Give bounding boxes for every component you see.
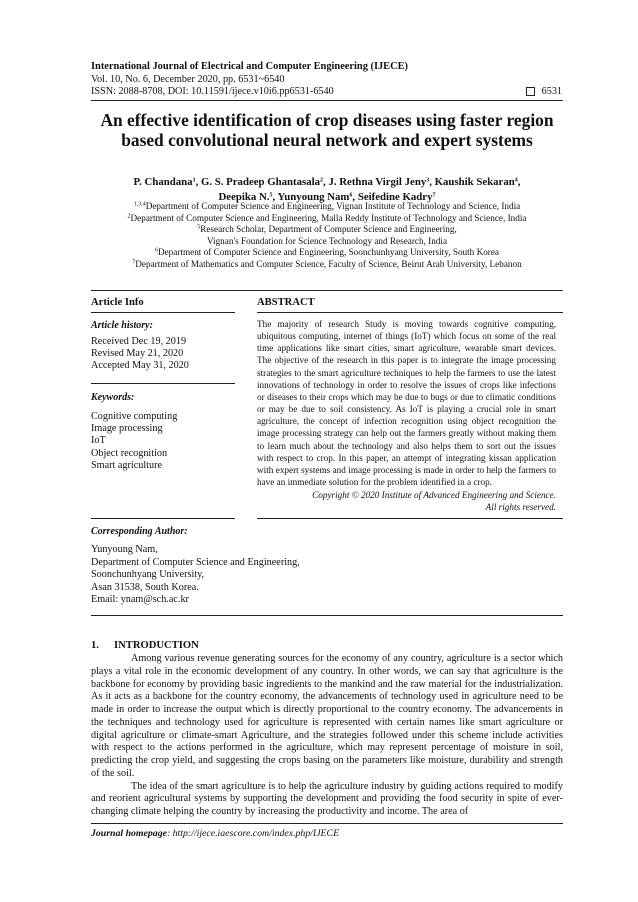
author-list: P. Chandana$^1$, G. S. Pradeep Ghantasala$^2$, J. Rethna Virgil Jeny$^3$, Kaushik Sekaran$^4$, Deepika N.$^5$, Yunyoung Nam$^6$, Seifedine Kadry$^7$ (133, 176, 521, 203)
author-name: Seifedine Kadry (357, 191, 433, 203)
journal-name: International Journal of Electrical and Computer Engineering (IJECE) (91, 61, 409, 72)
history-item: Revised May 21, 2020 (91, 348, 184, 360)
corresponding-line: Yunyoung Nam, (91, 544, 158, 555)
journal-issn: ISSN: 2088-8708, DOI: 10.11591/ijece.v10i6.pp6531-6540 (91, 86, 334, 97)
keywords-heading: Keywords: (91, 392, 135, 403)
page-number: 6531 (541, 86, 562, 97)
author-name: Deepika N. (218, 191, 270, 203)
author-name: G. S. Pradeep Ghantasala (200, 176, 321, 188)
corresponding-details (91, 544, 300, 607)
body-paragraph: Among various revenue generating sources for the economy of any country, agriculture is a sector which plays a vital role in the economic development of any country. In other words, we can say that agriculture is the backbone for economy by providing basic ingredients to the mankind and the raw material for the industrialization. As it acts as a backbone for the country economy, the advancements of technology used in agriculture need to be made in order to increase the output which is directly proportional to the country economy. The advancements in the techniques and technology used for agriculture is represented with certain names like smart agriculture or digital agriculture or climate-smart Agriculture, and the strategies followed under this scheme include activities with respect to the actions performed in the agriculture, which may represent percentage of moisture in soil, predicting the crop yield, and suggesting the crops basing on the parameters like moisture, durability and strength of the soil. (91, 653, 563, 779)
section-title: INTRODUCTION (114, 640, 199, 651)
author-name: P. Chandana (133, 176, 193, 188)
affiliation-line: $^7$Department of Mathematics and Computer Science, Faculty of Science, Beirut Arab University, Lebanon (132, 258, 522, 269)
history-heading: Article history: (91, 320, 153, 331)
corresponding-line: Asan 31538, South Korea. (91, 581, 199, 593)
history-rule (91, 383, 235, 384)
author-sup: 1 (192, 177, 196, 184)
author-sup: 6 (349, 192, 353, 199)
body-paragraph: The idea of the smart agriculture is to help the agriculture industry by guiding actions required to modify and reorient agricultural systems by supporting the development and providing the food security in spite of ever-changing climate helping the country by increasing the productivity and income. The area of (91, 780, 563, 817)
keyword-item: Smart agriculture (91, 459, 163, 471)
copyright-notice: Copyright © 2020 Institute of Advanced Engineering and Science. All rights reserved. (312, 490, 556, 512)
square-bullet-icon (526, 87, 535, 96)
author-sup: 3 (426, 177, 430, 184)
title-line: An effective identification of crop diseases using faster region (100, 110, 554, 130)
journal-volume: Vol. 10, No. 6, December 2020, pp. 6531~6540 (91, 74, 285, 85)
author-sup: 2 (320, 177, 324, 184)
affiliation-line: $^5$Research Scholar, Department of Computer Science and Engineering, (197, 224, 457, 235)
author-name: J. Rethna Virgil Jeny (328, 176, 427, 188)
affiliation-line: $^2$Department of Computer Science and Engineering, Malla Reddy Institute of Technology and Science, India (127, 212, 527, 223)
info-sub-rule (91, 312, 235, 313)
keyword-list (91, 411, 177, 472)
affiliation-list (91, 201, 563, 271)
section-number: 1. (91, 640, 99, 651)
author-name: Yunyoung Nam (277, 191, 350, 203)
corresponding-heading: Corresponding Author: (91, 526, 188, 537)
abstract-bottom-rule (257, 518, 563, 519)
abstract-heading: ABSTRACT (257, 297, 315, 308)
affiliation-line: Vignan's Foundation for Science Technology and Research, India (206, 235, 448, 246)
article-info-heading: Article Info (91, 297, 144, 308)
history-item: Received Dec 19, 2019 (91, 336, 187, 347)
history-list (91, 336, 189, 373)
introduction-heading (91, 640, 199, 651)
introduction-body (91, 653, 563, 819)
info-bottom-rule (91, 518, 235, 519)
corresponding-line: Department of Computer Science and Engineering, (91, 556, 300, 568)
homepage-url[interactable]: : http://ijece.iaescore.com/index.php/IJECE (166, 828, 340, 839)
homepage-label: Journal homepage (91, 828, 167, 839)
author-sup: 7 (432, 192, 436, 199)
corresponding-line: Soonchunhyang University, (91, 569, 205, 580)
header-rule (91, 100, 563, 101)
keyword-item: Cognitive computing (91, 411, 178, 422)
corresponding-line: Email: ynam@sch.ac.kr (91, 594, 189, 605)
affiliation-line: $^6$Department of Computer Science and Engineering, Soonchunhyang University, South Korea (154, 247, 500, 258)
history-item: Accepted May 31, 2020 (91, 360, 189, 372)
title-line: based convolutional neural network and expert systems (121, 130, 533, 150)
keyword-item: Object recognition (91, 447, 168, 459)
info-top-rule (91, 290, 563, 291)
affiliation-line: $^{1,3,4}$Department of Computer Science and Engineering, Vignan Institute of Technology and Science, India (133, 201, 521, 211)
author-sup: 4 (514, 177, 518, 184)
author-name: Kaushik Sekaran (434, 176, 515, 188)
footer-rule (91, 823, 563, 824)
keyword-item: IoT (91, 435, 106, 447)
page-number-group (526, 86, 562, 97)
paper-title (91, 110, 563, 150)
keyword-item: Image processing (91, 423, 163, 435)
author-sup: 5 (269, 192, 273, 199)
journal-homepage (91, 828, 339, 839)
abstract-text: The majority of research Study is moving towards cognitive computing, ubiquitous computing, internet of things (IoT) which focus on some of the real time applications like smart cities, smart agriculture, wearable smart devices. The objective of the research in this paper is to integrate the image processing strategies to the smart agriculture techniques to help the farmers to use the latest innovations of technology in order to resolve the issues of crops like infections or diseases to their crops which may be due to bugs or due to climatic conditions or may be due to soil consistency. As IoT is playing a crucial role in smart agriculture, the concept of infection recognition using object recognition the image processing strategy can help out the farmers greatly without making them to learn much about the technology and also helps them to sort out the issues with respect to crop. In this paper, an attempt of integrating kissan application with expert systems and image processing is made in order to help the farmers to have an immediate solution for the problem identified in a crop. (257, 319, 556, 488)
info-end-rule (91, 615, 563, 616)
abstract-sub-rule (257, 312, 563, 313)
